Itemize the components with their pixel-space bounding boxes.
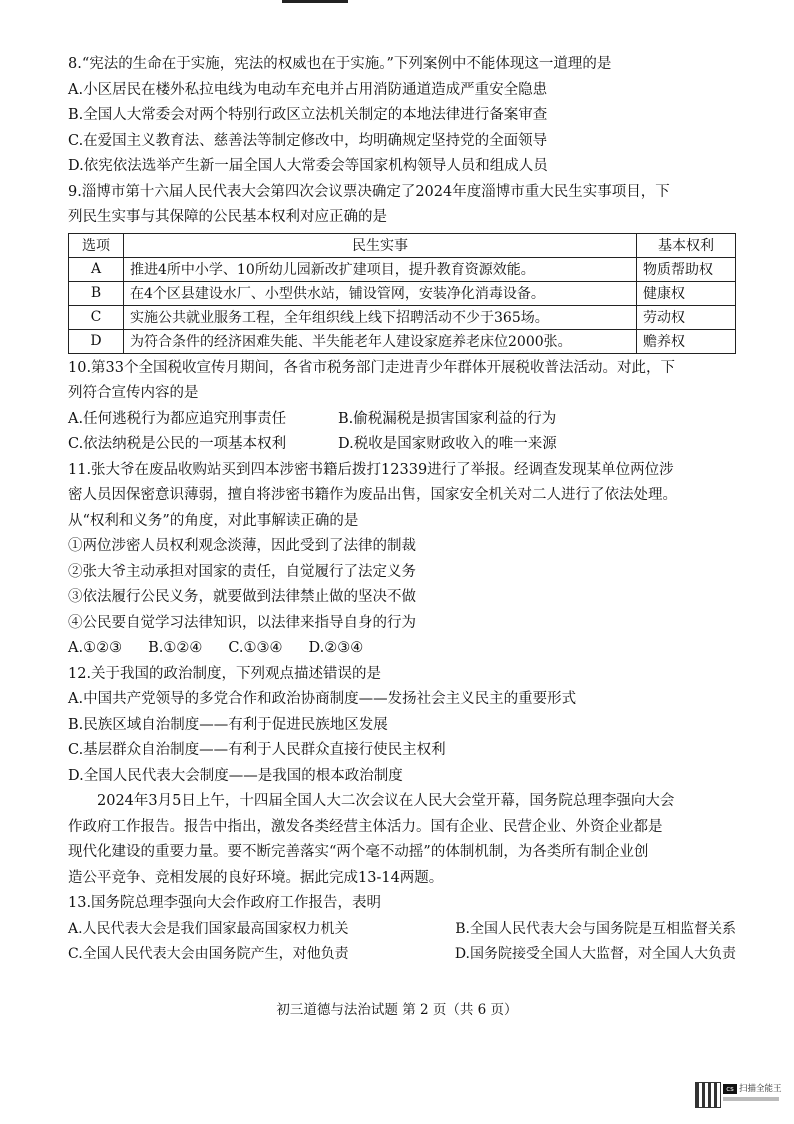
page-content: [68, 52, 736, 968]
question-8: [68, 52, 736, 180]
option-c: C.依法纳税是公民的一项基本权利: [68, 436, 287, 452]
statement-3: ③依法履行公民义务，就要做到法律禁止做的坚决不做: [68, 589, 416, 605]
question-12: [68, 662, 736, 790]
table-header-row: [69, 233, 736, 257]
question-stem-line-2: 列符合宣传内容的是: [68, 385, 199, 401]
cell-option: C: [69, 305, 124, 329]
option-a: A.①②③: [68, 640, 123, 656]
material-line-1: 2024年3月5日上午，十四届全国人大二次会议在人民大会堂开幕，国务院总理李强向大会: [97, 793, 675, 809]
option-d: D.全国人民代表大会制度——是我国的根本政治制度: [68, 767, 403, 784]
option-a: A.人民代表大会是我们国家最高国家权力机关: [68, 920, 349, 937]
material-line-2: 作政府工作报告。报告中指出，激发各类经营主体活力。国有企业、民营企业、外资企业都是: [68, 818, 663, 835]
cell-livelihood: 实施公共就业服务工程，全年组织线上线下招聘活动不少于365场。: [124, 305, 637, 329]
option-c: C.基层群众自治制度——有利于人民群众直接行使民主权利: [68, 742, 446, 758]
options-row-1: [68, 407, 736, 433]
statement-2: ②张大爷主动承担对国家的责任，自觉履行了法定义务: [68, 563, 416, 580]
cell-option: A: [69, 257, 124, 281]
material-line-3: 现代化建设的重要力量。要不断完善落实“两个毫不动摇”的体制机制，为各类所有制企业创: [68, 844, 649, 860]
top-scan-mark: [282, 0, 348, 3]
question-9: [68, 180, 736, 354]
option-b: B.①②④: [148, 640, 203, 656]
question-stem: 13.国务院总理李强向大会作政府工作报告，表明: [68, 895, 382, 911]
option-d: D.国务院接受全国人大监督，对全国人大负责: [454, 946, 736, 962]
option-d: D.依宪依法选举产生新一届全国人大常委会等国家机构领导人员和组成人员: [68, 158, 548, 174]
header-right: 基本权利: [637, 233, 736, 257]
cell-right: 赡养权: [637, 329, 736, 353]
table-row: [69, 329, 736, 353]
option-d: D.②③④: [308, 640, 364, 656]
option-d: D.税收是国家财政收入的唯一来源: [338, 436, 557, 452]
cell-livelihood: 为符合条件的经济困难失能、半失能老年人建设家庭养老床位2000张。: [124, 329, 637, 353]
option-a: A.小区居民在楼外私拉电线为电动车充电并占用消防通道造成严重安全隐患: [68, 81, 548, 98]
scanner-subline: [723, 1097, 779, 1101]
question-10: [68, 356, 736, 458]
option-b: B.全国人大常委会对两个特别行政区立法机关制定的本地法律进行备案审查: [68, 107, 548, 123]
table-row: [69, 305, 736, 329]
option-c: C.全国人民代表大会由国务院产生，对他负责: [68, 946, 349, 962]
header-option: 选项: [69, 233, 124, 257]
option-a: A.任何逃税行为都应追究刑事责任: [68, 410, 287, 427]
question-11: [68, 458, 736, 662]
options-row-2: [68, 942, 736, 968]
options-row-1: [68, 917, 736, 943]
options-row: [68, 636, 736, 662]
cell-livelihood: 在4个区县建设水厂、小型供水站，铺设管网，安装净化消毒设备。: [124, 281, 637, 305]
cell-right: 劳动权: [637, 305, 736, 329]
page-footer: 初三道德与法治试题 第 2 页（共 6 页）: [276, 1002, 518, 1018]
option-b: B.偷税漏税是损害国家利益的行为: [338, 410, 557, 427]
option-a: A.中国共产党领导的多党合作和政治协商制度——发扬社会主义民主的重要形式: [68, 691, 577, 707]
question-stem-line-1: 11.张大爷在废品收购站买到四本涉密书籍后拨打12339进行了举报。经调查发现某单位两位涉: [68, 461, 674, 478]
table-row: [69, 281, 736, 305]
header-livelihood: 民生实事: [124, 233, 637, 257]
option-c: C.在爱国主义教育法、慈善法等制定修改中，均明确规定坚持党的全面领导: [68, 132, 548, 149]
cell-option: D: [69, 329, 124, 353]
cell-right: 物质帮助权: [637, 257, 736, 281]
options-row-2: [68, 432, 736, 458]
question-stem: 12.关于我国的政治制度，下列观点描述错误的是: [68, 665, 382, 682]
option-b: B.全国人民代表大会与国务院是互相监督关系: [455, 920, 736, 937]
statement-4: ④公民要自觉学习法律知识，以法律来指导自身的行为: [68, 614, 416, 631]
option-b: B.民族区域自治制度——有利于促进民族地区发展: [68, 716, 388, 733]
scanner-label: 扫描全能王: [739, 1084, 782, 1094]
scanner-watermark: [695, 1082, 781, 1110]
question-stem-line-1: 10.第33个全国税收宣传月期间，各省市税务部门走进青少年群体开展税收普法活动。对此，下: [68, 359, 676, 376]
question-stem-line-2: 列民生实事与其保障的公民基本权利对应正确的是: [68, 209, 387, 225]
question-stem-line-2: 密人员因保密意识薄弱，擅自将涉密书籍作为废品出售，国家安全机关对二人进行了依法处理。: [68, 487, 677, 503]
rights-table: [68, 233, 736, 354]
reading-material: [68, 789, 736, 891]
question-13: [68, 891, 736, 968]
cell-right: 健康权: [637, 281, 736, 305]
cell-option: B: [69, 281, 124, 305]
cell-livelihood: 推进4所中小学、10所幼儿园新改扩建项目，提升教育资源效能。: [124, 257, 637, 281]
question-stem: 8.“宪法的生命在于实施，宪法的权威也在于实施。”下列案例中不能体现这一道理的是: [68, 56, 612, 72]
question-stem-line-1: 9.淄博市第十六届人民代表大会第四次会议票决确定了2024年度淄博市重大民生实事项目，下: [68, 183, 670, 200]
qr-code-icon: [695, 1082, 721, 1108]
statement-1: ①两位涉密人员权利观念淡薄，因此受到了法律的制裁: [68, 538, 416, 554]
option-c: C.①③④: [228, 640, 283, 656]
question-stem-line-3: 从“权利和义务”的角度，对此事解读正确的是: [68, 512, 359, 529]
material-line-4: 造公平竞争、竞相发展的良好环境。据此完成13-14两题。: [68, 869, 444, 886]
cs-logo-icon: cs: [723, 1084, 737, 1094]
table-row: [69, 257, 736, 281]
